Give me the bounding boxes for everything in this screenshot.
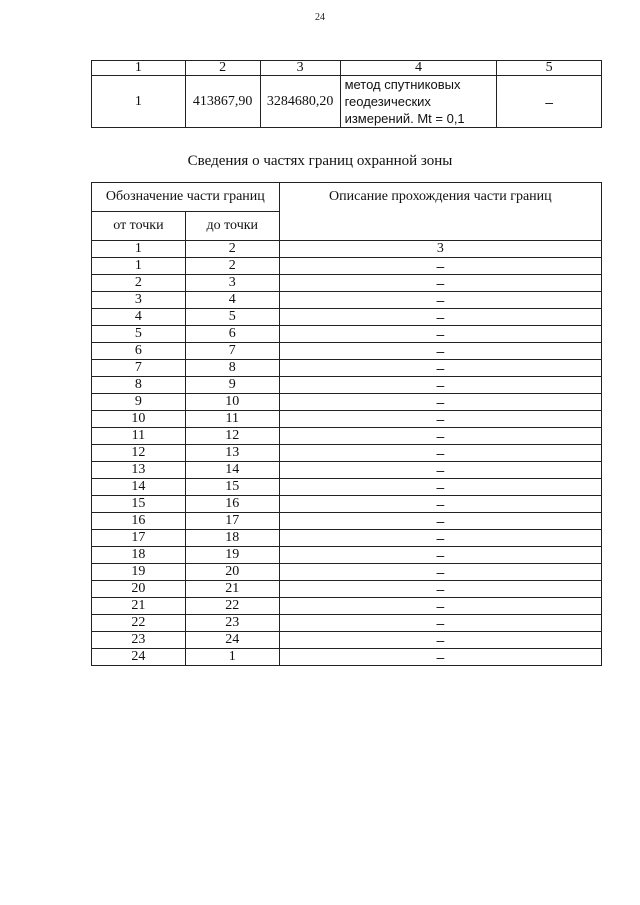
table-row	[92, 649, 602, 666]
from-point: 15	[92, 496, 186, 513]
description-cell: –	[279, 343, 601, 360]
description-cell: –	[279, 513, 601, 530]
description-cell: –	[279, 445, 601, 462]
to-point: 2	[185, 258, 279, 275]
from-point: 17	[92, 530, 186, 547]
to-point: 19	[185, 547, 279, 564]
to-point: 14	[185, 462, 279, 479]
to-point: 22	[185, 598, 279, 615]
description-cell: –	[279, 598, 601, 615]
header-to: до точки	[185, 212, 279, 241]
description-cell: –	[279, 411, 601, 428]
table-row	[92, 360, 602, 377]
from-point: 10	[92, 411, 186, 428]
table-row	[92, 547, 602, 564]
table-row	[92, 530, 602, 547]
header-from: от точки	[92, 212, 186, 241]
coords-header-cell: 1	[92, 61, 186, 76]
description-cell: –	[279, 649, 601, 666]
numbering-cell: 3	[279, 241, 601, 258]
coords-header-cell: 3	[260, 61, 340, 76]
to-point: 13	[185, 445, 279, 462]
from-point: 4	[92, 309, 186, 326]
description-cell: –	[279, 292, 601, 309]
description-cell: –	[279, 428, 601, 445]
table-row	[92, 377, 602, 394]
table-row	[92, 309, 602, 326]
coords-data-row	[92, 76, 602, 128]
from-point: 20	[92, 581, 186, 598]
to-point: 6	[185, 326, 279, 343]
to-point: 12	[185, 428, 279, 445]
from-point: 2	[92, 275, 186, 292]
table-row	[92, 632, 602, 649]
table-row	[92, 343, 602, 360]
coords-header-cell: 4	[340, 61, 497, 76]
table-row	[92, 513, 602, 530]
dash-cell: –	[497, 76, 602, 128]
description-cell: –	[279, 581, 601, 598]
parts-header-row	[92, 183, 602, 212]
to-point: 4	[185, 292, 279, 309]
table-row	[92, 462, 602, 479]
to-point: 23	[185, 615, 279, 632]
from-point: 1	[92, 258, 186, 275]
to-point: 18	[185, 530, 279, 547]
boundary-parts-table	[91, 182, 602, 666]
table-row	[92, 615, 602, 632]
parts-numbering-row	[92, 241, 602, 258]
description-cell: –	[279, 564, 601, 581]
table-row	[92, 275, 602, 292]
from-point: 11	[92, 428, 186, 445]
page-number: 24	[315, 12, 325, 23]
from-point: 6	[92, 343, 186, 360]
table-row	[92, 292, 602, 309]
method-description	[340, 76, 497, 128]
description-cell: –	[279, 326, 601, 343]
from-point: 12	[92, 445, 186, 462]
table-row	[92, 411, 602, 428]
table-row	[92, 564, 602, 581]
description-cell: –	[279, 275, 601, 292]
to-point: 8	[185, 360, 279, 377]
from-point: 9	[92, 394, 186, 411]
from-point: 8	[92, 377, 186, 394]
to-point: 5	[185, 309, 279, 326]
coords-header-row	[92, 61, 602, 76]
to-point: 7	[185, 343, 279, 360]
table-row	[92, 326, 602, 343]
description-cell: –	[279, 462, 601, 479]
coords-header-cell: 2	[185, 61, 260, 76]
method-line: метод спутниковых	[344, 77, 461, 92]
table-row	[92, 479, 602, 496]
coord-x: 413867,90	[185, 76, 260, 128]
table-row	[92, 581, 602, 598]
to-point: 24	[185, 632, 279, 649]
table-row	[92, 445, 602, 462]
from-point: 7	[92, 360, 186, 377]
description-cell: –	[279, 309, 601, 326]
to-point: 15	[185, 479, 279, 496]
from-point: 5	[92, 326, 186, 343]
from-point: 3	[92, 292, 186, 309]
to-point: 20	[185, 564, 279, 581]
to-point: 1	[185, 649, 279, 666]
to-point: 21	[185, 581, 279, 598]
from-point: 23	[92, 632, 186, 649]
to-point: 9	[185, 377, 279, 394]
description-cell: –	[279, 360, 601, 377]
coord-y: 3284680,20	[260, 76, 340, 128]
to-point: 3	[185, 275, 279, 292]
description-cell: –	[279, 632, 601, 649]
description-cell: –	[279, 479, 601, 496]
description-cell: –	[279, 496, 601, 513]
from-point: 18	[92, 547, 186, 564]
from-point: 13	[92, 462, 186, 479]
header-description: Описание прохождения части границ	[279, 183, 601, 241]
to-point: 16	[185, 496, 279, 513]
coords-header-cell: 5	[497, 61, 602, 76]
numbering-cell: 1	[92, 241, 186, 258]
description-cell: –	[279, 377, 601, 394]
from-point: 24	[92, 649, 186, 666]
from-point: 14	[92, 479, 186, 496]
description-cell: –	[279, 258, 601, 275]
parts-table-body	[92, 258, 602, 666]
point-number: 1	[92, 76, 186, 128]
table-row	[92, 496, 602, 513]
method-line: геодезических	[344, 94, 431, 109]
header-group: Обозначение части границ	[92, 183, 280, 212]
coordinates-table	[91, 60, 602, 128]
to-point: 10	[185, 394, 279, 411]
description-cell: –	[279, 394, 601, 411]
to-point: 17	[185, 513, 279, 530]
description-cell: –	[279, 530, 601, 547]
description-cell: –	[279, 615, 601, 632]
description-cell: –	[279, 547, 601, 564]
from-point: 19	[92, 564, 186, 581]
table-row	[92, 394, 602, 411]
from-point: 16	[92, 513, 186, 530]
section-title: Сведения о частях границ охранной зоны	[187, 153, 453, 169]
from-point: 21	[92, 598, 186, 615]
numbering-cell: 2	[185, 241, 279, 258]
table-row	[92, 598, 602, 615]
to-point: 11	[185, 411, 279, 428]
table-row	[92, 258, 602, 275]
method-line: измерений. Mt = 0,1	[344, 111, 465, 126]
from-point: 22	[92, 615, 186, 632]
table-row	[92, 428, 602, 445]
